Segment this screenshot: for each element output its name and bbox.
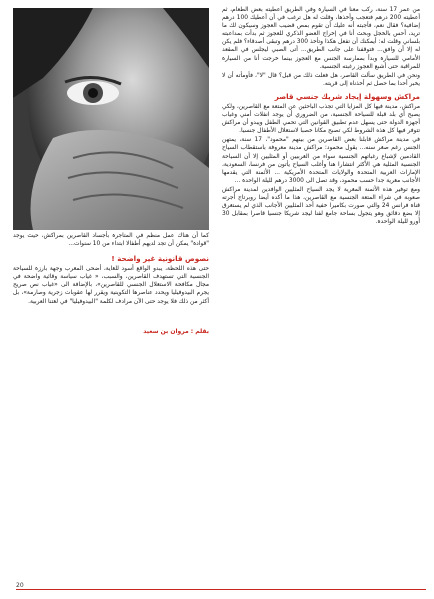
pimps-paragraph: كما أن هناك عمل منظم في المتاجرة بأجساد القاصرين بمراكش، حيث يوجد "قوادة" يمكن أن تجد لديهم أطفالا ابتداء من 10 سنوات... <box>13 233 209 248</box>
question-paragraph: ونحن في الطريق سألت القاصر، هل فعلت ذلك من قبل؟ قال "لا"، فأومأته أن لا يخبر أحدا بما حصل ثم أخذناه إلى قريته. <box>222 72 420 87</box>
france24-paragraph: ومع توفير هذه الأثمنة المغرية لا يجد السياح المثليين الوافدين لمدينة مراكش صعوبة في شراء المتعة الجنسية مع القاصرين، هذا ما أكده أيضا روبرتاج أجرته قناة فرانس 24 والتي صورت بكاميرا خفية أحد المثليين الأجانب الذي لم يستغرق إلا بضع دقائق وهو يتجول بساحة جامع لفنا ليجد شريكا جنسيا قاصرا بمقابل 30 أورو لليلة الواحدة. <box>222 186 420 226</box>
article-photo <box>13 8 209 230</box>
section-heading-marrakech: مراكش وسهولة إيجاد شريك جنسي قاصر <box>274 91 420 101</box>
page-number: 20 <box>16 582 27 589</box>
intro-paragraph: من عمر 17 سنة، ركب معنا في السيارة وفي الطريق أعطيته بعض الطعام، ثم أعطيته 200 درهم فتعجب وأخذها، وقلت له هل ترغب في أن أعطيك 100 درهم إضافية؟ فقال نعم، فأجبته أنه عليك أن تقوم بمص قضيب العجوز وسيكون لك ما تريد، أحس بالخجل وبحث أنا في إخراج العضو الذكري للعجوز ثم بدأت بمداعبته بلساني وقلت له: أيمكنك أن تفعل هكذا وتأخذ 300 درهم وتبقى أصدقاء؟ فلم يكن له إلا أن وافق... فتوقفنا على جانب الطريق... أتى الصبي ليجلس في المقعد الأمامي للسيارة وبدأ بممارسة الجنس مع العجوز بينما خرجت أنا من السيارة للمراقبة حتى أشبع العجوز رغبته الجنسية. <box>222 7 420 70</box>
side-text-column <box>13 232 209 306</box>
main-text-column <box>222 6 420 562</box>
mahmoud-paragraph: في مدينة مراكش قابلنا بعض القاصرين من بينهم "محمود"، 17 سنة، يمتهن الجنس رغم صغر سنه... يقول محمود: مراكش مدينة معروفة باستقطاب السياح القادمين لإشباع رغباتهم الجنسية سواء من الغربيين أو المثليين إلا أن السياحة الجنسية المثلية هي الأكثر انتشارا هنا وأغلب السياح يأتون من فرنسا، السعودية، الإمارات العربية المتحدة والولايات المتحدة الأمريكية ... الأثمنة التي يقدمها الأجانب مغرية جدا حسب محمود، وقد تصل الى 3000 درهم لليلة الواحدة ... <box>222 137 420 184</box>
marrakech-paragraph: مراكش، مدينة فيها كل المزايا التي تجذب الباحثين عن المتعة مع القاصرين، ولكي يصبح أي بلد قبلة للسياحة الجنسية، من الضروري أن يوجد انفلات أمني وغياب أجهزة الدولة حتى يسهل عدم تطبيق القوانين التي تحمي الطفل ويبدو أن مراكش تتوفر فيها كل هذه الشروط لكي تصبح مكانا خصبا لاستغلال الأطفال جنسيا. <box>222 103 420 135</box>
legal-paragraph: حتى هذه اللحظة، يبدو الواقع أسود للغاية، أضحى المغرب وجهة بارزة للسياحة الجنسية التي تستهدف القاصرين، والسبب، « غياب سياسة وقائية واضحة في مجال مكافحة الاستغلال الجنسي للقاصرين»، بالإضافة الى «غياب نص صريح يجرم البيدوفيليا ويحدد عناصرها التكوينية ويقرر لها عقوبات زجرية وصارمة»، بل أكثر من ذلك فلا يوجد حتى الآن مرادف لكلمة "البيدوفيليا" في لغتنا العربية. <box>13 266 209 305</box>
author-byline: بقلم : مروان بن سعيد <box>143 328 209 335</box>
footer-rule <box>16 589 426 590</box>
section-heading-legal: نصوص قانونية غير واضحة ! <box>111 254 209 264</box>
